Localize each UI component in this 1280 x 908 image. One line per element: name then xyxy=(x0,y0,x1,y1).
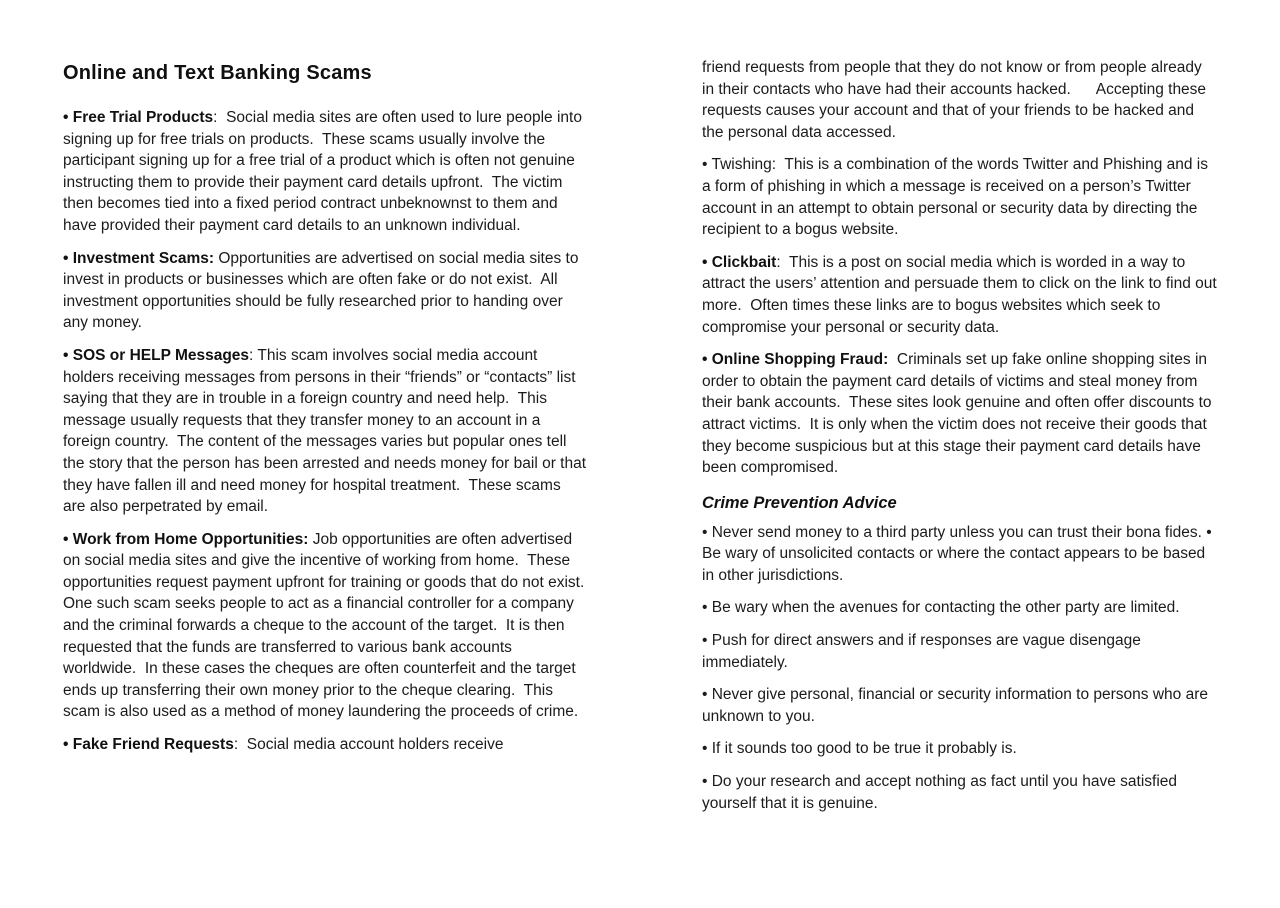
item-separator: : xyxy=(213,109,227,126)
item-body: This scam involves social media account holders receiving messages from persons in their “friends” or “contacts” list saying that they are in trouble in a foreign country and need help. This message usually requests that they transfer money to an account in a foreign country. The content of the messages varies but popular ones tell the story that the person has been arrested and needs money for bail or that they have fallen ill and need money for hospital treatment. These scams are also perpetrated by email. xyxy=(63,346,591,516)
advice-heading: Crime Prevention Advice xyxy=(702,493,897,512)
page-title: Online and Text Banking Scams xyxy=(63,62,372,84)
item-body: Social media sites are often used to lure people into signing up for free trials on products. These scams usually involve the participant signing up for a free trial of a product which is often not genuine instructing them to provide their payment card details upfront. The victim then becomes tied into a fixed period contract unbeknownst to them and have provided their payment card details to an unknown individual. xyxy=(63,109,587,234)
item-body: Job opportunities are often advertised on social media sites and give the incentive of working from home. These opportunities request payment upfront for training or goods that do not exist. One such scam seeks people to act as a financial controller for a company and the criminal forwards a cheque to the account of the target. It is then requested that the funds are transferred to various bank accounts worldwide. In these cases the cheques are often counterfeit and the target ends up transferring their own money prior to the cheque clearing. This scam is also used as a method of money laundering the proceeds of crime. xyxy=(63,530,593,721)
scam-item-work-from-home xyxy=(63,529,593,723)
item-lead: • Fake Friend Requests xyxy=(63,736,234,754)
left-column xyxy=(63,62,593,767)
item-body: Social media account holders receive xyxy=(246,736,504,754)
scam-item-free-trial xyxy=(63,107,587,237)
item-lead: • Online Shopping Fraud: xyxy=(702,351,889,369)
scam-item-online-shopping-fraud xyxy=(702,349,1218,479)
advice-item: • Do your research and accept nothing as fact until you have satisfied yourself that it is genuine. xyxy=(702,773,1182,812)
item-body: Criminals set up fake online shopping sites in order to obtain the payment card details of victims and steal money from their bank accounts. These sites look genuine and often offer discounts to attract victims. It is only when the victim does not receive their goods that they become suspicious but at this stage their payment card details have been compromised. xyxy=(702,351,1216,477)
fake-friend-continuation: friend requests from people that they do not know or from people already in their contacts who have had their accounts hacked. Accepting these requests causes your account and that of your friends to be hacked and the personal data accessed. xyxy=(702,59,1211,141)
scam-item-sos-help xyxy=(63,345,591,518)
advice-item: • Be wary when the avenues for contacting the other party are limited. xyxy=(702,599,1180,617)
item-separator: : xyxy=(233,736,247,754)
scam-item-clickbait xyxy=(702,252,1221,338)
item-body: • Twishing: This is a combination of the words Twitter and Phishing and is a form of phishing in which a message is received on a person’s Twitter account in an attempt to obtain personal or security data by directing the recipient to a bogus website. xyxy=(702,156,1213,239)
item-lead: • SOS or HELP Messages xyxy=(63,346,250,364)
item-lead: • Clickbait xyxy=(702,253,777,271)
item-lead: • Investment Scams: xyxy=(63,249,215,267)
advice-item: • Push for direct answers and if responses are vague disengage immediately. xyxy=(702,632,1146,671)
item-lead: • Work from Home Opportunities: xyxy=(63,530,309,548)
advice-item: • If it sounds too good to be true it probably is. xyxy=(702,740,1017,758)
item-separator: : xyxy=(249,346,258,364)
item-separator xyxy=(888,351,897,368)
advice-item: • Never send money to a third party unless you can trust their bona fides. • Be wary of unsolicited contacts or where the contact appears to be based in other jurisdictions. xyxy=(702,523,1217,584)
item-lead: • Free Trial Products xyxy=(63,109,214,126)
advice-item: • Never give personal, financial or security information to persons who are unknown to you. xyxy=(702,686,1213,725)
item-body: Opportunities are advertised on social media sites to invest in products or businesses which are often fake or do not exist. All investment opportunities should be fully researched prior to handing over any money. xyxy=(63,249,583,332)
item-separator: : xyxy=(776,253,789,271)
right-column xyxy=(702,57,1221,825)
scam-item-fake-friend xyxy=(63,734,587,756)
item-body: This is a post on social media which is worded in a way to attract the users’ attention and persuade them to click on the link to find out more. Often times these links are to bogus websites which seek to compromise your personal or security data. xyxy=(702,253,1221,336)
scam-item-twishing xyxy=(702,154,1218,240)
scam-item-investment xyxy=(63,248,587,334)
